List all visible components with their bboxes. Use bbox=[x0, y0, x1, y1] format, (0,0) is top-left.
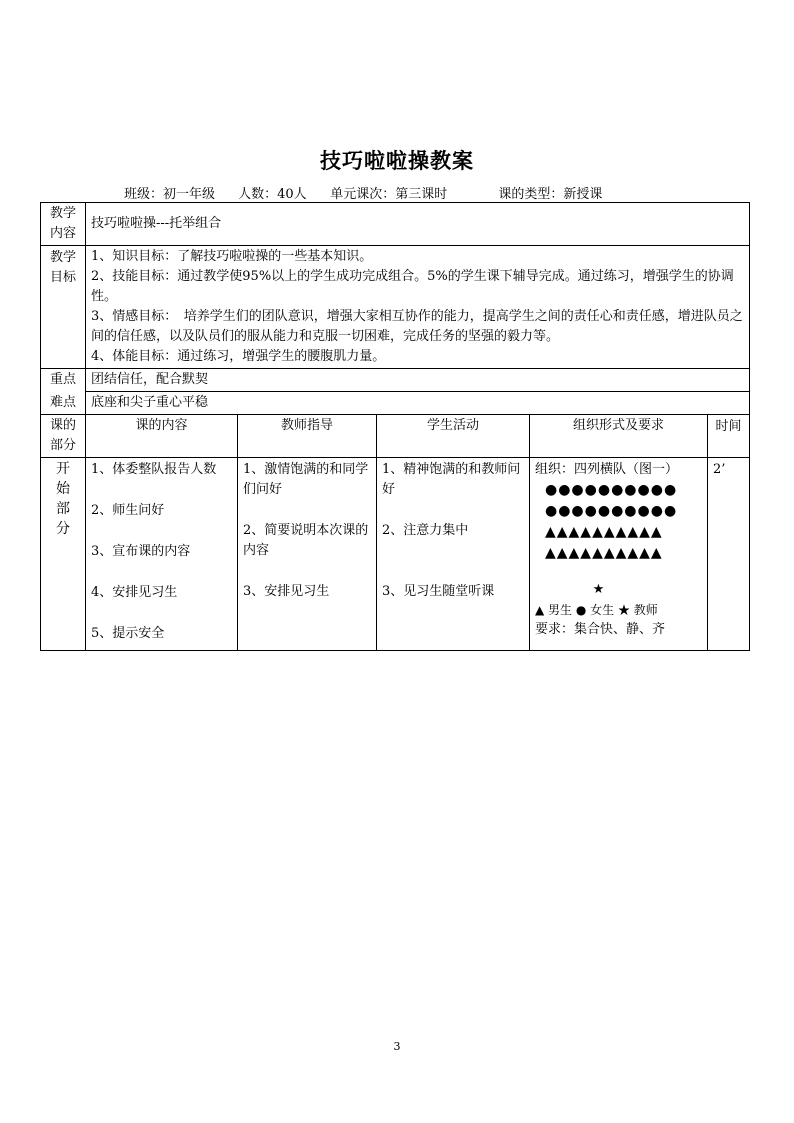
goal-fitness: 4、体能目标：通过练习，增强学生的腰腹肌力量。 bbox=[91, 349, 386, 364]
section-header-row bbox=[41, 415, 750, 458]
header-part: 课的部分 bbox=[41, 415, 86, 458]
formation-row-boys: ▲▲▲▲▲▲▲▲▲▲ bbox=[545, 524, 663, 540]
teacher-item: 1、激情饱满的和同学们问好 bbox=[243, 462, 369, 497]
content-item: 1、体委整队报告人数 bbox=[91, 462, 217, 477]
goal-knowledge: 1、知识目标：了解技巧啦啦操的一些基本知识。 bbox=[91, 249, 373, 264]
page-number: 3 bbox=[393, 1040, 401, 1053]
key-point-label: 重点 bbox=[41, 369, 86, 392]
difficulty-value: 底座和尖子重心平稳 bbox=[86, 392, 750, 415]
start-label-char: 始 bbox=[56, 481, 70, 497]
content-item: 2、师生问好 bbox=[91, 503, 165, 518]
student-item: 2、注意力集中 bbox=[382, 523, 469, 538]
content-item: 4、安排见习生 bbox=[91, 585, 178, 600]
teaching-content-label: 教学内容 bbox=[41, 203, 86, 246]
lesson-number-info: 单元课次：第三课时 bbox=[330, 187, 448, 202]
start-content-cell bbox=[86, 458, 238, 651]
start-section-row bbox=[41, 458, 750, 651]
goal-skill: 2、技能目标：通过教学使95%以上的学生成功完成组合。5%的学生课下辅导完成。通过练习，增强学生的协调性。 bbox=[91, 269, 734, 304]
start-section-label bbox=[41, 458, 86, 651]
header-teacher: 教师指导 bbox=[238, 415, 377, 458]
formation-row-boys: ▲▲▲▲▲▲▲▲▲▲ bbox=[545, 545, 663, 561]
header-time: 时间 bbox=[708, 415, 750, 458]
key-point-value: 团结信任，配合默契 bbox=[86, 369, 750, 392]
start-organization-cell bbox=[530, 458, 708, 651]
lesson-meta bbox=[124, 183, 602, 202]
formation-row-girls: ●●●●●●●●●● bbox=[545, 482, 678, 498]
difficulty-label: 难点 bbox=[41, 392, 86, 415]
content-item: 3、宣布课的内容 bbox=[91, 544, 191, 559]
formation-heading: 组织：四列横队（图一） bbox=[535, 462, 679, 477]
content-item: 5、提示安全 bbox=[91, 626, 165, 641]
header-organization: 组织形式及要求 bbox=[530, 415, 708, 458]
teaching-goals-row bbox=[41, 246, 750, 369]
start-label-char: 开 bbox=[56, 461, 70, 477]
teacher-item: 3、安排见习生 bbox=[243, 584, 330, 599]
formation-row-girls: ●●●●●●●●●● bbox=[545, 503, 678, 519]
formation-requirement: 要求：集合快、静、齐 bbox=[535, 622, 666, 637]
student-item: 1、精神饱满的和教师问好 bbox=[382, 462, 521, 497]
student-count-info: 人数：40人 bbox=[238, 187, 307, 202]
start-student-cell bbox=[377, 458, 530, 651]
start-time-cell: 2’ bbox=[708, 458, 750, 651]
teacher-position-star-icon: ★ bbox=[592, 582, 605, 597]
start-label-char: 分 bbox=[56, 521, 70, 537]
header-student: 学生活动 bbox=[377, 415, 530, 458]
lesson-type-info: 课的类型：新授课 bbox=[498, 187, 603, 202]
lesson-plan-table bbox=[40, 202, 750, 651]
teacher-item: 2、简要说明本次课的内容 bbox=[243, 523, 369, 558]
key-point-row bbox=[41, 369, 750, 392]
student-item: 3、见习生随堂听课 bbox=[382, 584, 495, 599]
document-title: 技巧啦啦操教案 bbox=[320, 148, 474, 173]
teaching-goals-label: 教学目标 bbox=[41, 246, 86, 369]
goal-emotion: 3、情感目标： 培养学生们的团队意识，增强大家相互协作的能力，提高学生之间的责任心和责任感，增进队员之间的信任感，以及队员们的服从能力和克服一切困难，完成任务的坚强的毅力等。 bbox=[91, 309, 743, 344]
difficulty-row bbox=[41, 392, 750, 415]
teaching-content-row bbox=[41, 203, 750, 246]
grade-info: 班级：初一年级 bbox=[124, 187, 216, 202]
start-teacher-cell bbox=[238, 458, 377, 651]
start-label-char: 部 bbox=[56, 501, 70, 517]
teaching-content-value: 技巧啦啦操---托举组合 bbox=[86, 203, 750, 246]
formation-legend: ▲ 男生 ● 女生 ★ 教师 bbox=[535, 603, 658, 617]
teaching-goals-cell bbox=[86, 246, 750, 369]
header-content: 课的内容 bbox=[86, 415, 238, 458]
